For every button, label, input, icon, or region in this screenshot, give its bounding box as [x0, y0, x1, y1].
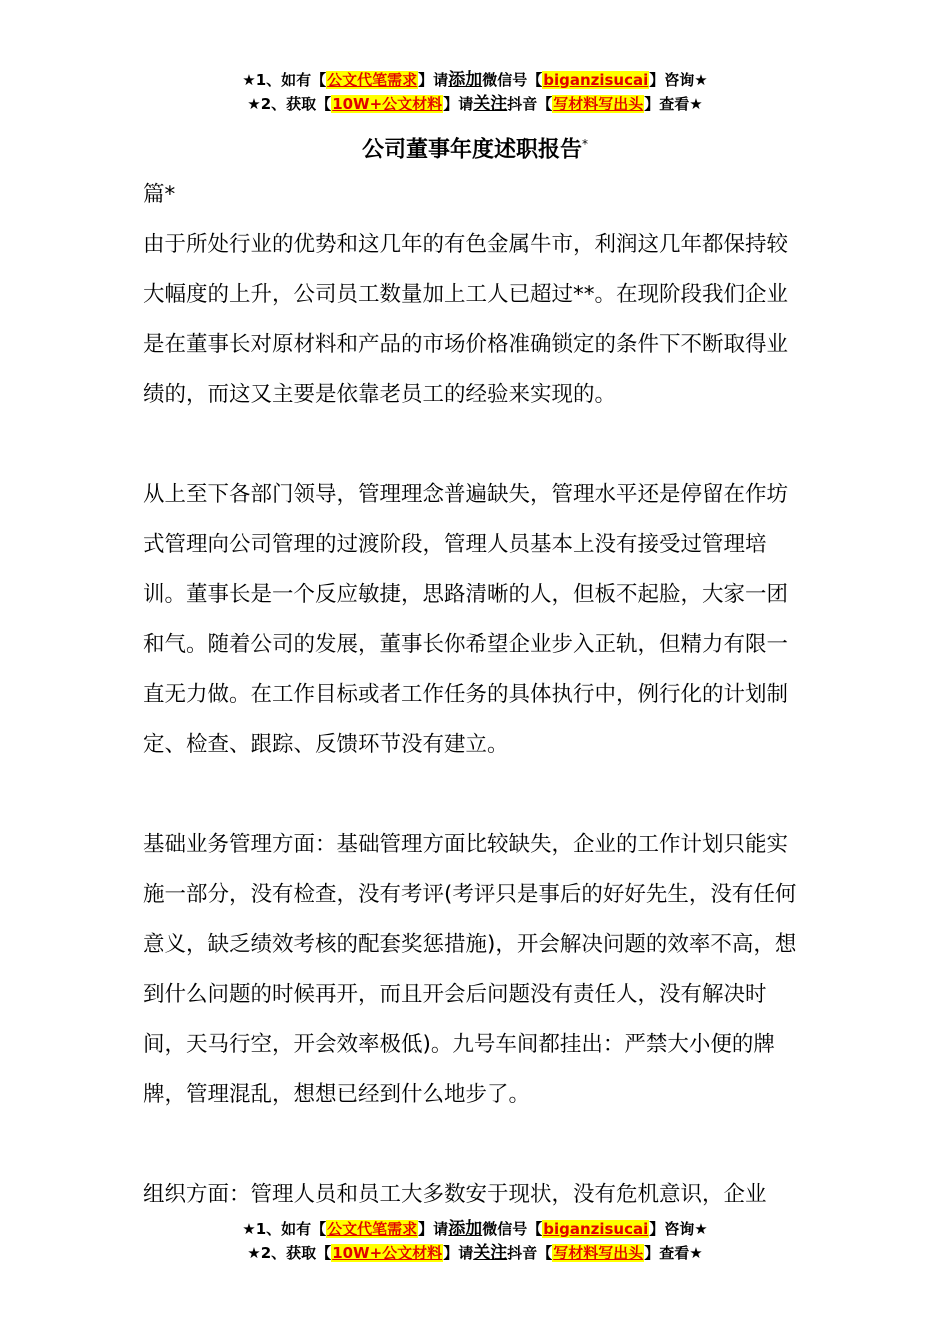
banner-text: ★1、如有【 — [242, 71, 327, 89]
banner-text: 】请 — [418, 71, 449, 89]
banner-text: 抖音【 — [507, 95, 553, 113]
paragraph: 组织方面：管理人员和员工大多数安于现状，没有危机意识，企业 — [143, 1182, 767, 1207]
banner-line-2 — [0, 1241, 950, 1265]
banner-text: 】咨询★ — [649, 71, 708, 89]
banner-text: 】请 — [418, 1220, 449, 1238]
highlight-text: 10W+公文材料 — [332, 1244, 443, 1262]
highlight-text: 10W+公文材料 — [332, 95, 443, 113]
banner-line-2 — [0, 92, 950, 116]
wechat-id: biganzisucai — [543, 71, 649, 89]
banner-text: ★1、如有【 — [242, 1220, 327, 1238]
paragraph: 篇* — [143, 182, 176, 207]
emphasis-text: 添加 — [448, 1219, 483, 1239]
banner-text: 微信号【 — [482, 71, 543, 89]
emphasis-text: 关注 — [473, 1243, 508, 1263]
banner-text: 】请 — [443, 1244, 474, 1262]
title-text: 公司董事年度述职报告 — [361, 137, 582, 163]
banner-text: 微信号【 — [482, 1220, 543, 1238]
banner-text: 】请 — [443, 95, 474, 113]
banner-text: ★2、获取【 — [247, 95, 332, 113]
paragraph: 从上至下各部门领导，管理理念普遍缺失，管理水平还是停留在作坊式管理向公司管理的过渡阶段，管理人员基本上没有接受过管理培训。董事长是一个反应敏捷，思路清晰的人，但板不起脸，大家一团和气。随着公司的发展，董事长你希望企业步入正轨，但精力有限一直无力做。在工作目标或者工作任务的具体执行中，例行化的计划制定、检查、跟踪、反馈环节没有建立。 — [143, 482, 789, 757]
document-title — [0, 128, 950, 166]
wechat-id: biganzisucai — [543, 1220, 649, 1238]
banner-text: 】查看★ — [644, 1244, 703, 1262]
header-banner — [0, 68, 950, 116]
footer-banner — [0, 1217, 950, 1265]
title-mark: * — [582, 137, 588, 151]
paragraph: 基础业务管理方面：基础管理方面比较缺失，企业的工作计划只能实施一部分，没有检查，没有考评(考评只是事后的好好先生，没有任何意义，缺乏绩效考核的配套奖惩措施)，开会解决问题的效率不高，想到什么问题的时候再开，而且开会后问题没有责任人，没有解决时间，天马行空，开会效率极低)。九号车间都挂出：严禁大小便的牌牌，管理混乱，想想已经到什么地步了。 — [143, 832, 797, 1107]
douyin-id: 写材料写出头 — [553, 1244, 644, 1262]
highlight-text: 公文代笔需求 — [327, 1220, 418, 1238]
paragraph: 由于所处行业的优势和这几年的有色金属牛市，利润这几年都保持较大幅度的上升，公司员工数量加上工人已超过**。在现阶段我们企业是在董事长对原材料和产品的市场价格准确锁定的条件下不断取得业绩的，而这又主要是依靠老员工的经验来实现的。 — [143, 232, 789, 407]
emphasis-text: 关注 — [473, 94, 508, 114]
banner-text: ★2、获取【 — [247, 1244, 332, 1262]
banner-text: 】查看★ — [644, 95, 703, 113]
banner-line-1 — [0, 68, 950, 92]
document-body — [143, 170, 807, 1220]
emphasis-text: 添加 — [448, 70, 483, 90]
douyin-id: 写材料写出头 — [553, 95, 644, 113]
banner-text: 】咨询★ — [649, 1220, 708, 1238]
banner-text: 抖音【 — [507, 1244, 553, 1262]
banner-line-1 — [0, 1217, 950, 1241]
highlight-text: 公文代笔需求 — [327, 71, 418, 89]
